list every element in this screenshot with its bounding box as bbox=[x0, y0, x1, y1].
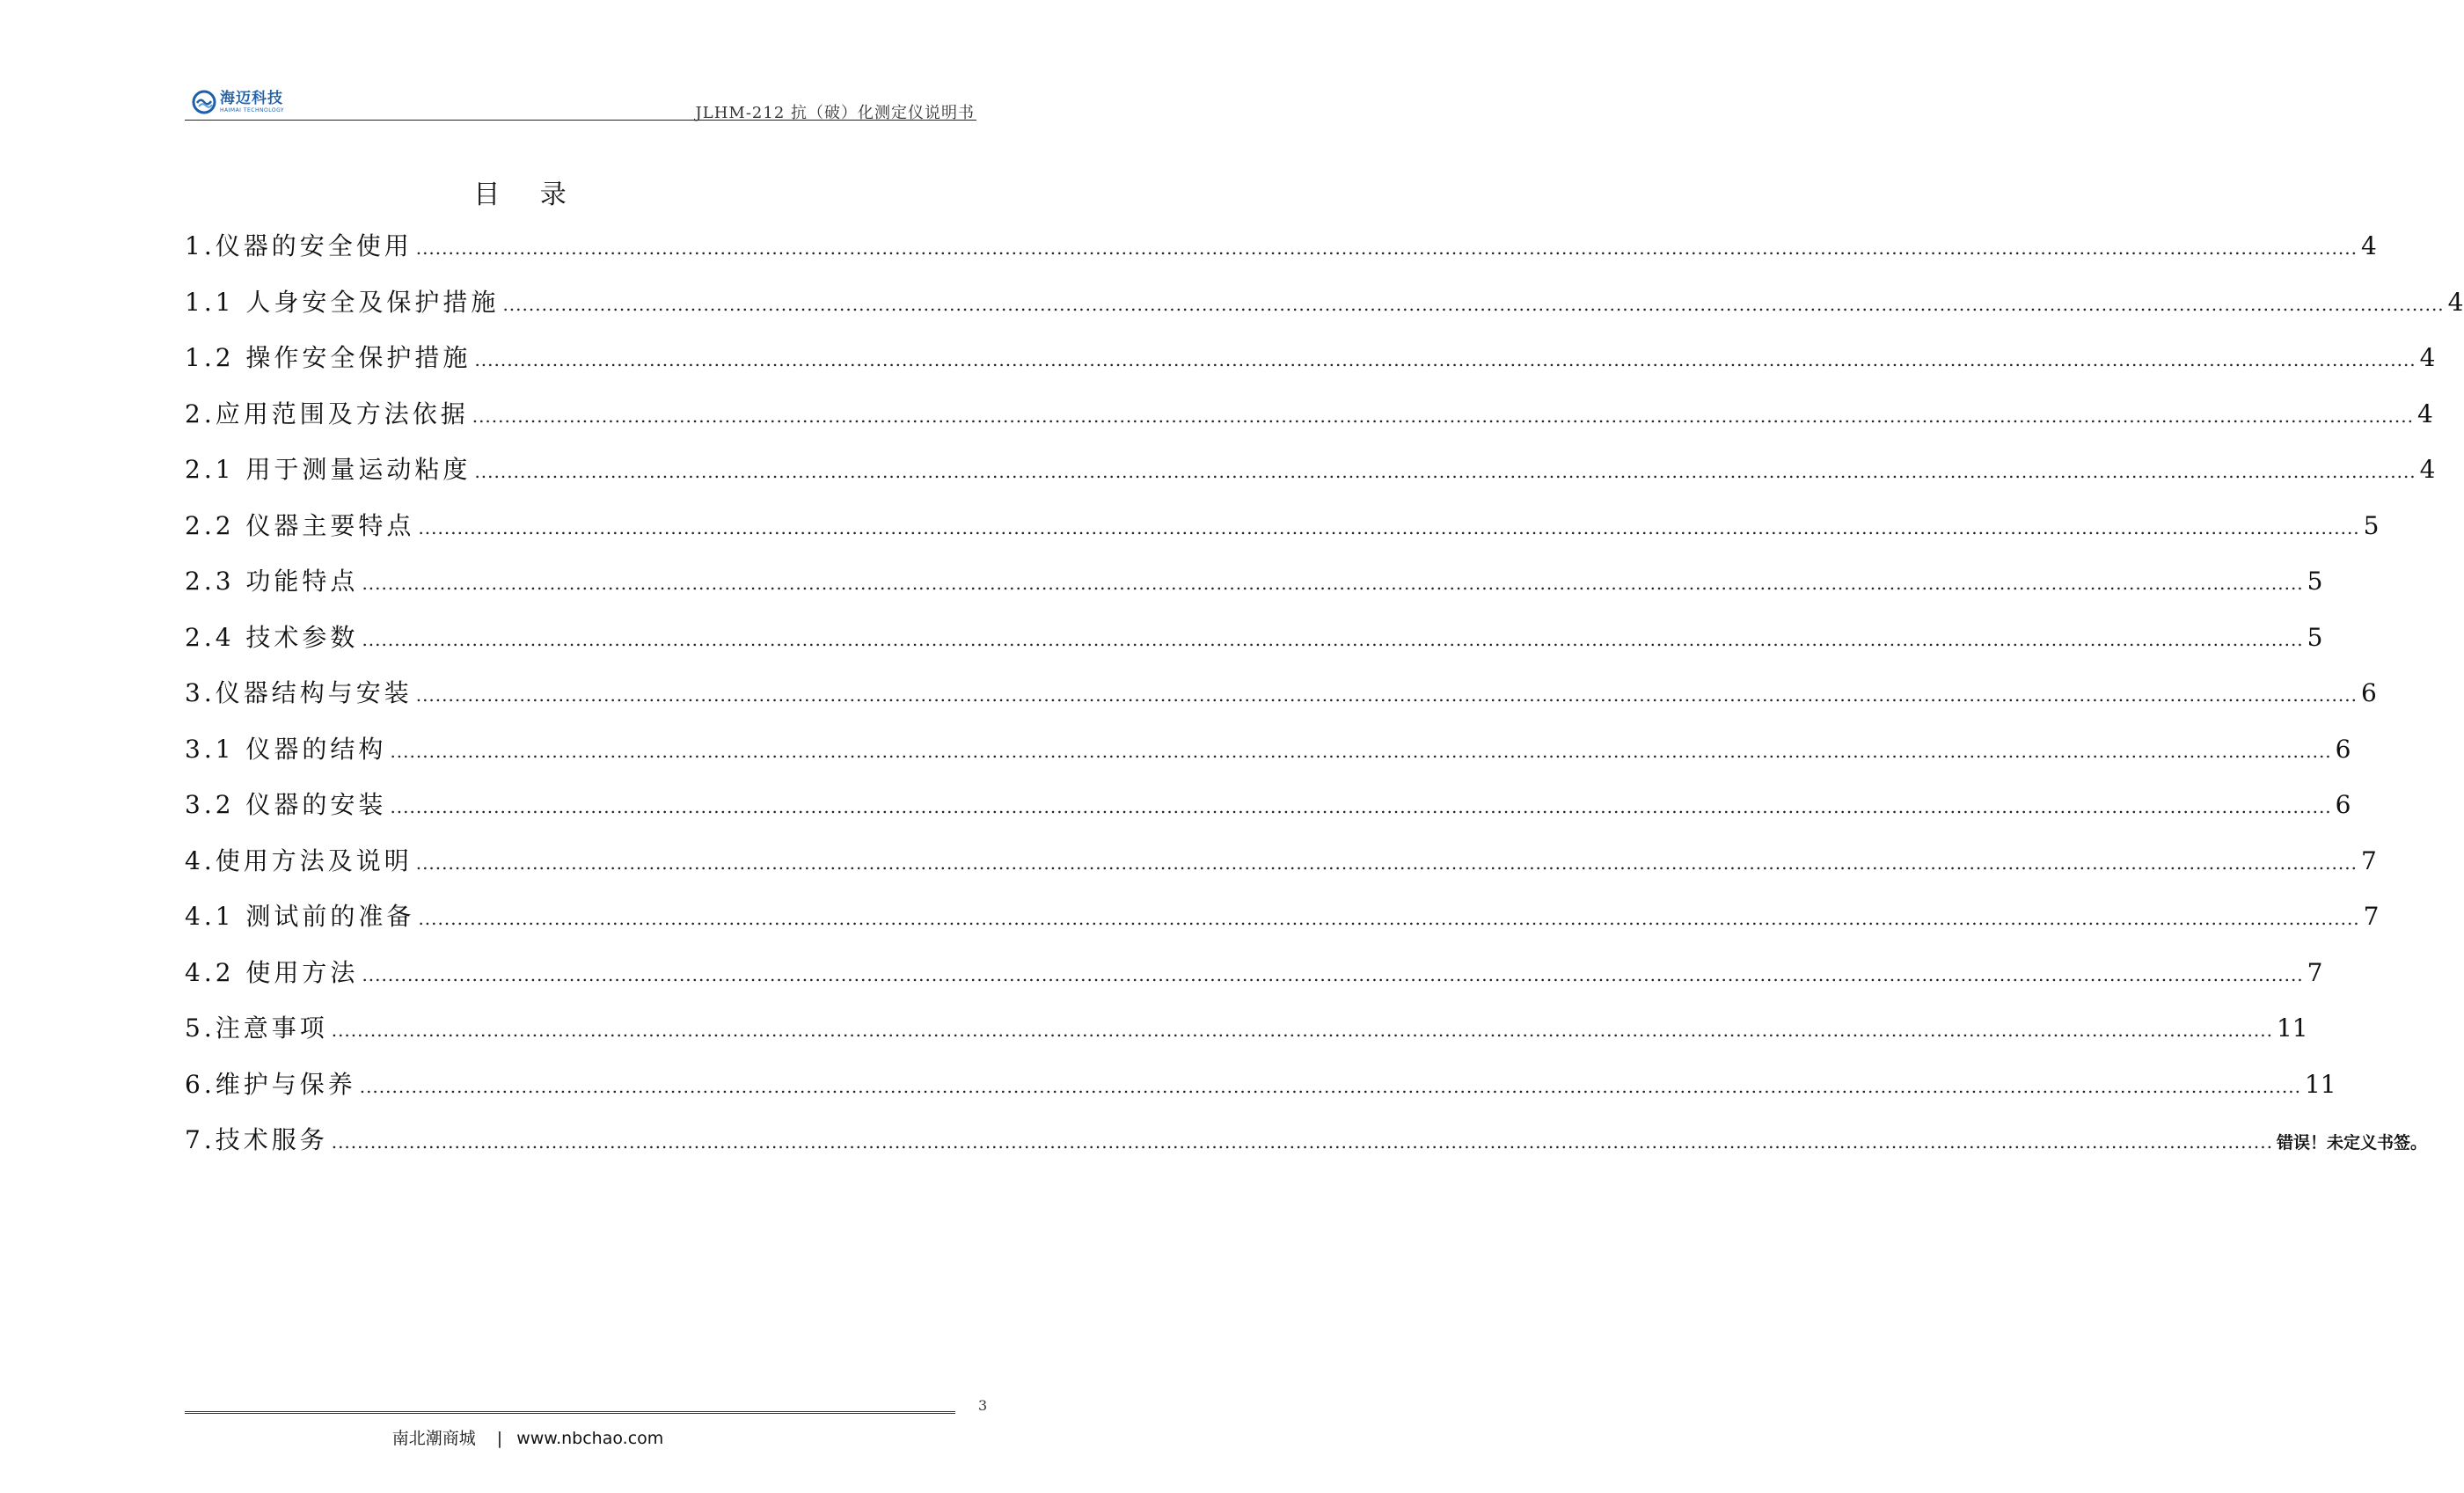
toc-entry[interactable] bbox=[185, 674, 2377, 730]
toc-entry-label: 4.2 使用方法 bbox=[185, 957, 359, 987]
toc-leader-dots: ............................................................................................................................................................................................................................................................................................................ bbox=[418, 908, 2360, 929]
toc-entry-page: 4 bbox=[2416, 399, 2433, 428]
toc-entry[interactable] bbox=[185, 1009, 2308, 1065]
toc-entry-page: 6 bbox=[2335, 790, 2351, 819]
toc-leader-dots: ............................................................................................................................................................................................................................................................................................................ bbox=[474, 461, 2416, 482]
page-number: 3 bbox=[978, 1397, 988, 1414]
toc-entry-label: 3.1 仪器的结构 bbox=[185, 734, 387, 764]
toc-entry-page: 4 bbox=[2419, 343, 2436, 372]
toc-entry[interactable] bbox=[185, 897, 2380, 954]
toc-leader-dots: ............................................................................................................................................................................................................................................................................................................ bbox=[472, 405, 2414, 427]
toc-entry-page: 6 bbox=[2335, 734, 2351, 764]
footer-separator: | bbox=[496, 1429, 503, 1448]
toc-entry-label: 2.1 用于测量运动粘度 bbox=[185, 455, 472, 484]
page-header bbox=[185, 84, 976, 121]
toc-entry-label: 1.1 人身安全及保护措施 bbox=[185, 287, 500, 317]
haimai-logo-icon bbox=[192, 90, 216, 114]
toc-leader-dots: ............................................................................................................................................................................................................................................................................................................ bbox=[415, 684, 2358, 706]
toc-entry[interactable] bbox=[185, 507, 2380, 563]
toc-leader-dots: ............................................................................................................................................................................................................................................................................................................ bbox=[415, 852, 2358, 874]
toc-entry-page: 5 bbox=[2307, 567, 2323, 596]
toc-entry-page: 7 bbox=[2360, 845, 2377, 875]
toc-entry-page: 4 bbox=[2447, 287, 2464, 317]
toc-entry-label: 5.注意事项 bbox=[185, 1014, 328, 1043]
toc-entry[interactable] bbox=[185, 562, 2323, 618]
toc-entry[interactable] bbox=[185, 786, 2351, 842]
toc-entry-page: 5 bbox=[2363, 510, 2380, 540]
toc-leader-dots: ............................................................................................................................................................................................................................................................................................................ bbox=[415, 238, 2358, 259]
page-footer bbox=[0, 1425, 1056, 1449]
toc-leader-dots: ............................................................................................................................................................................................................................................................................................................ bbox=[362, 628, 2304, 650]
footer-divider bbox=[185, 1411, 955, 1416]
header-divider bbox=[185, 120, 976, 121]
toc-entry-label: 4.1 测试前的准备 bbox=[185, 902, 415, 931]
toc-entry-label: 7.技术服务 bbox=[185, 1125, 328, 1154]
toc-entry-label: 2.4 技术参数 bbox=[185, 622, 359, 652]
toc-entry-label: 6.维护与保养 bbox=[185, 1069, 356, 1099]
logo-english-text: HAIMAI TECHNOLOGY bbox=[220, 106, 285, 113]
logo-chinese-text: 海迈科技 bbox=[220, 89, 283, 107]
toc-entry[interactable] bbox=[185, 227, 2377, 283]
toc-entry-label: 3.仪器结构与安装 bbox=[185, 678, 413, 707]
toc-entry[interactable] bbox=[185, 339, 2436, 395]
footer-url[interactable]: www.nbchao.com bbox=[516, 1429, 664, 1448]
toc-entry-page: 4 bbox=[2419, 455, 2436, 484]
toc-entry-page: 7 bbox=[2307, 957, 2323, 987]
toc-entry-page: 错误！未定义书签。 bbox=[2276, 1133, 2427, 1153]
toc-leader-dots: ............................................................................................................................................................................................................................................................................................................ bbox=[331, 1131, 2273, 1153]
toc-leader-dots: ............................................................................................................................................................................................................................................................................................................ bbox=[362, 963, 2304, 985]
toc-entry-label: 1.仪器的安全使用 bbox=[185, 231, 413, 260]
toc-leader-dots: ............................................................................................................................................................................................................................................................................................................ bbox=[474, 349, 2416, 370]
toc-entry-page: 11 bbox=[2276, 1014, 2308, 1043]
toc-entry-page: 7 bbox=[2363, 902, 2380, 931]
toc-entry[interactable] bbox=[185, 1121, 2427, 1177]
table-of-contents bbox=[185, 227, 2464, 1177]
toc-entry-page: 11 bbox=[2304, 1069, 2336, 1099]
toc-entry[interactable] bbox=[185, 1065, 2336, 1122]
toc-entry[interactable] bbox=[185, 842, 2377, 898]
toc-entry-label: 3.2 仪器的安装 bbox=[185, 790, 387, 819]
toc-entry-page: 5 bbox=[2307, 622, 2323, 652]
toc-entry-label: 2.3 功能特点 bbox=[185, 567, 359, 596]
toc-entry-page: 4 bbox=[2360, 231, 2377, 260]
toc-entry-label: 2.应用范围及方法依据 bbox=[185, 399, 469, 428]
toc-entry[interactable] bbox=[185, 618, 2323, 675]
toc-leader-dots: ............................................................................................................................................................................................................................................................................................................ bbox=[418, 516, 2360, 538]
footer-site-name: 南北潮商城 bbox=[391, 1429, 476, 1448]
toc-leader-dots: ............................................................................................................................................................................................................................................................................................................ bbox=[331, 1020, 2273, 1041]
toc-entry[interactable] bbox=[185, 283, 2464, 340]
toc-entry-label: 1.2 操作安全保护措施 bbox=[185, 343, 472, 372]
toc-leader-dots: ............................................................................................................................................................................................................................................................................................................ bbox=[359, 1075, 2301, 1097]
toc-leader-dots: ............................................................................................................................................................................................................................................................................................................ bbox=[362, 573, 2304, 594]
document-title: JLHM-212 抗（破）化测定仪说明书 bbox=[695, 104, 975, 122]
toc-entry-label: 2.2 仪器主要特点 bbox=[185, 510, 415, 540]
toc-entry[interactable] bbox=[185, 730, 2351, 787]
company-logo bbox=[192, 86, 284, 118]
toc-entry[interactable] bbox=[185, 450, 2436, 507]
toc-leader-dots: ............................................................................................................................................................................................................................................................................................................ bbox=[502, 293, 2445, 315]
toc-leader-dots: ............................................................................................................................................................................................................................................................................................................ bbox=[390, 740, 2332, 762]
toc-entry[interactable] bbox=[185, 395, 2433, 451]
toc-entry-label: 4.使用方法及说明 bbox=[185, 845, 413, 875]
toc-entry[interactable] bbox=[185, 954, 2323, 1010]
toc-entry-page: 6 bbox=[2360, 678, 2377, 707]
toc-heading: 目 录 bbox=[473, 179, 582, 210]
toc-leader-dots: ............................................................................................................................................................................................................................................................................................................ bbox=[390, 796, 2332, 817]
